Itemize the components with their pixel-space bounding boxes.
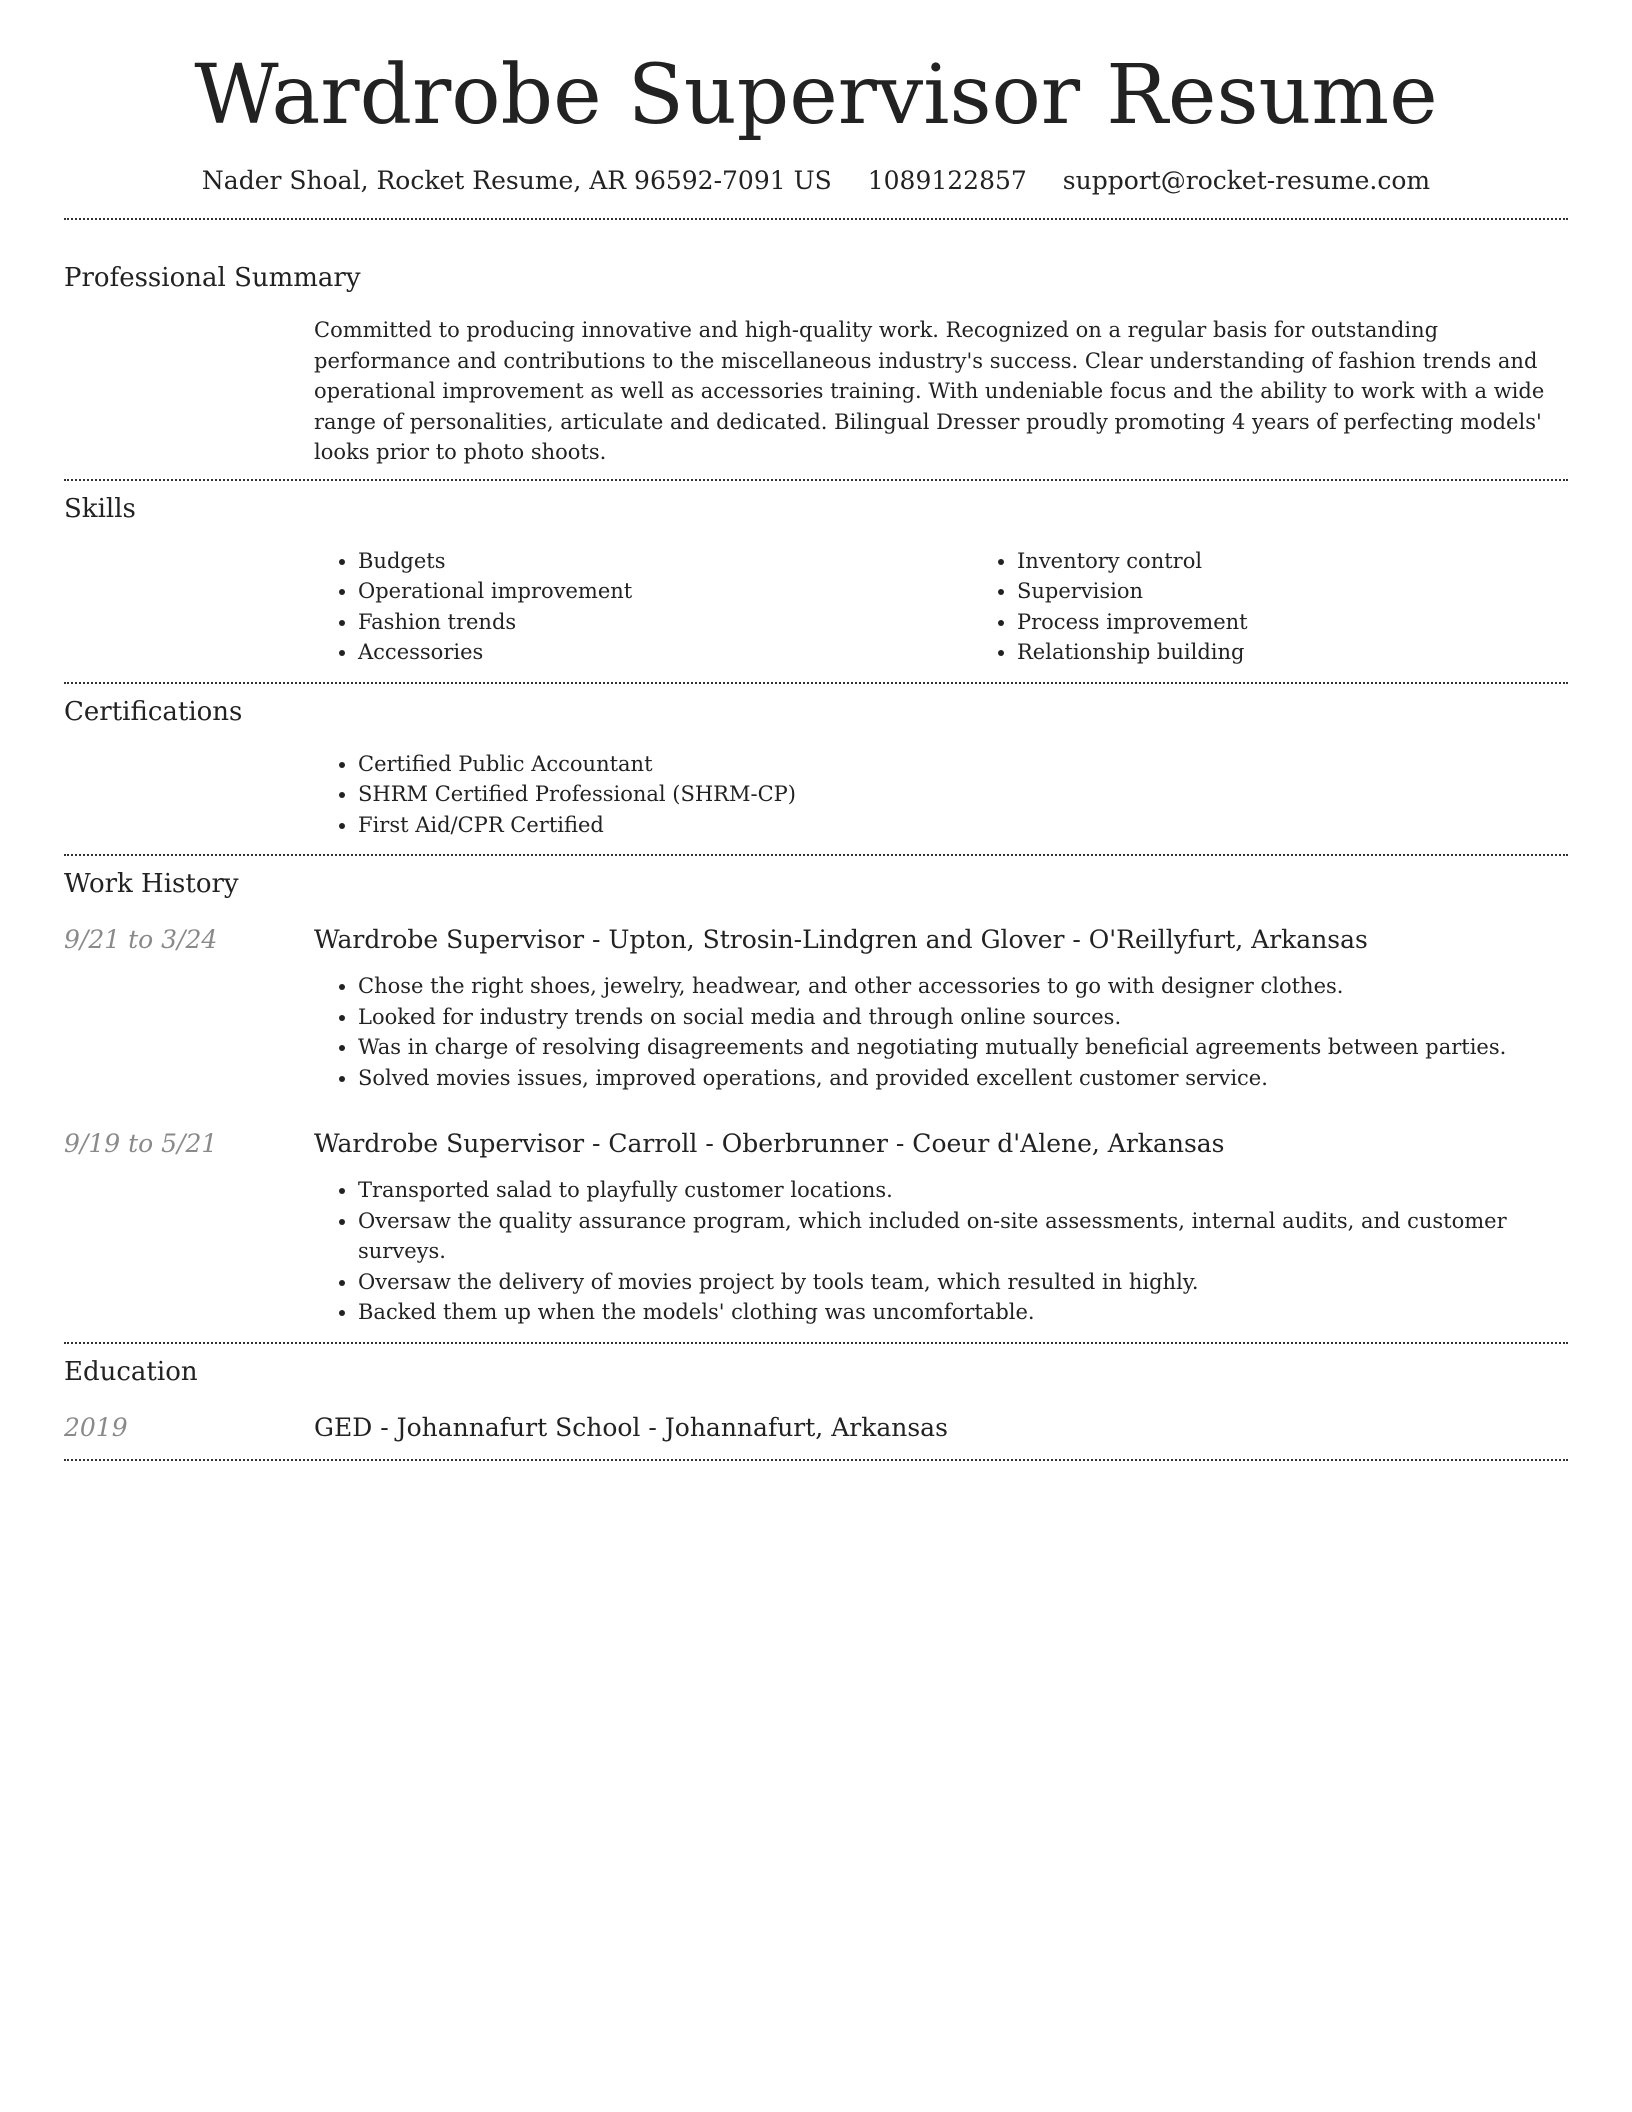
certification-item: • SHRM Certified Professional (SHRM-CP) [358, 779, 1568, 810]
divider [64, 1459, 1568, 1461]
job-dates: 9/21 to 3/24 [64, 925, 218, 954]
job-bullet: • Backed them up when the models' clothing was uncomfortable. [358, 1297, 1568, 1328]
divider [64, 479, 1568, 481]
job-details: - Upton, Strosin-Lindgren and Glover - O'Reillyfurt, Arkansas [584, 925, 1368, 954]
job-bullet: • Oversaw the delivery of movies project by tools team, which resulted in highly. [358, 1267, 1568, 1298]
education-entry [64, 1411, 1568, 1445]
contact-address: Nader Shoal, Rocket Resume, AR 96592-7091 US [201, 166, 832, 195]
summary-text: Committed to producing innovative and high-quality work. Recognized on a regular basis for outstanding performance and contributions to the miscellaneous industry's success. Clear understanding of fashion trends and operational improvement as well as accessories training. With undeniable focus and the ability to work with a wide range of personalities, articulate and dedicated. Bilingual Dresser proudly promoting 4 years of perfecting models' looks prior to photo shoots. [314, 318, 1545, 464]
summary-heading: Professional Summary [64, 263, 361, 293]
job-entry [64, 1127, 1568, 1328]
job-bullet: • Looked for industry trends on social media and through online sources. [358, 1002, 1568, 1033]
skill-item: • Accessories [358, 637, 973, 668]
job-bullet: • Chose the right shoes, jewelry, headwear, and other accessories to go with designer clothes. [358, 971, 1568, 1002]
education-section [64, 1355, 1568, 1445]
certifications-section [64, 695, 1568, 841]
job-heading [314, 1127, 1568, 1161]
skills-list-left [314, 546, 973, 668]
job-title: Wardrobe Supervisor [314, 925, 585, 954]
job-bullet: • Was in charge of resolving disagreements and negotiating mutually beneficial agreements between parties. [358, 1032, 1568, 1063]
skills-list-right [973, 546, 1632, 668]
work-section [64, 867, 1568, 1328]
certification-item: • Certified Public Accountant [358, 749, 1568, 780]
skill-item: • Budgets [358, 546, 973, 577]
skill-item: • Process improvement [1017, 607, 1632, 638]
work-heading: Work History [64, 869, 239, 899]
job-bullet: • Solved movies issues, improved operations, and provided excellent customer service. [358, 1063, 1568, 1094]
certification-item: • First Aid/CPR Certified [358, 810, 1568, 841]
resume-title: Wardrobe Supervisor Resume [194, 48, 1438, 143]
job-dates: 9/19 to 5/21 [64, 1129, 218, 1158]
job-entry [64, 923, 1568, 1093]
divider [64, 218, 1568, 220]
job-bullet: • Oversaw the quality assurance program, which included on-site assessments, internal audits, and customer surveys. [358, 1206, 1568, 1267]
education-year: 2019 [64, 1412, 128, 1442]
job-bullets [314, 1175, 1568, 1328]
job-details: - Carroll - Oberbrunner - Coeur d'Alene, Arkansas [584, 1129, 1225, 1158]
skill-item: • Inventory control [1017, 546, 1632, 577]
skill-item: • Supervision [1017, 576, 1632, 607]
certifications-list [314, 749, 1568, 841]
resume-page [64, 0, 1568, 1461]
job-heading [314, 923, 1568, 957]
divider [64, 1342, 1568, 1344]
skill-item: • Operational improvement [358, 576, 973, 607]
divider [64, 854, 1568, 856]
skill-item: • Relationship building [1017, 637, 1632, 668]
job-title: Wardrobe Supervisor [314, 1129, 585, 1158]
skills-section [64, 492, 1568, 668]
summary-section [64, 261, 1568, 468]
skills-heading: Skills [64, 493, 136, 524]
job-bullet: • Transported salad to playfully customer locations. [358, 1175, 1568, 1206]
certifications-heading: Certifications [64, 696, 243, 727]
contact-email: support@rocket-resume.com [1062, 166, 1431, 195]
education-text: GED - Johannafurt School - Johannafurt, Arkansas [314, 1412, 948, 1442]
contact-phone: 1089122857 [867, 166, 1027, 195]
job-bullets [314, 971, 1568, 1093]
education-heading: Education [64, 1356, 198, 1387]
contact-line [64, 164, 1568, 198]
divider [64, 682, 1568, 684]
skills-grid [314, 546, 1632, 668]
skill-item: • Fashion trends [358, 607, 973, 638]
